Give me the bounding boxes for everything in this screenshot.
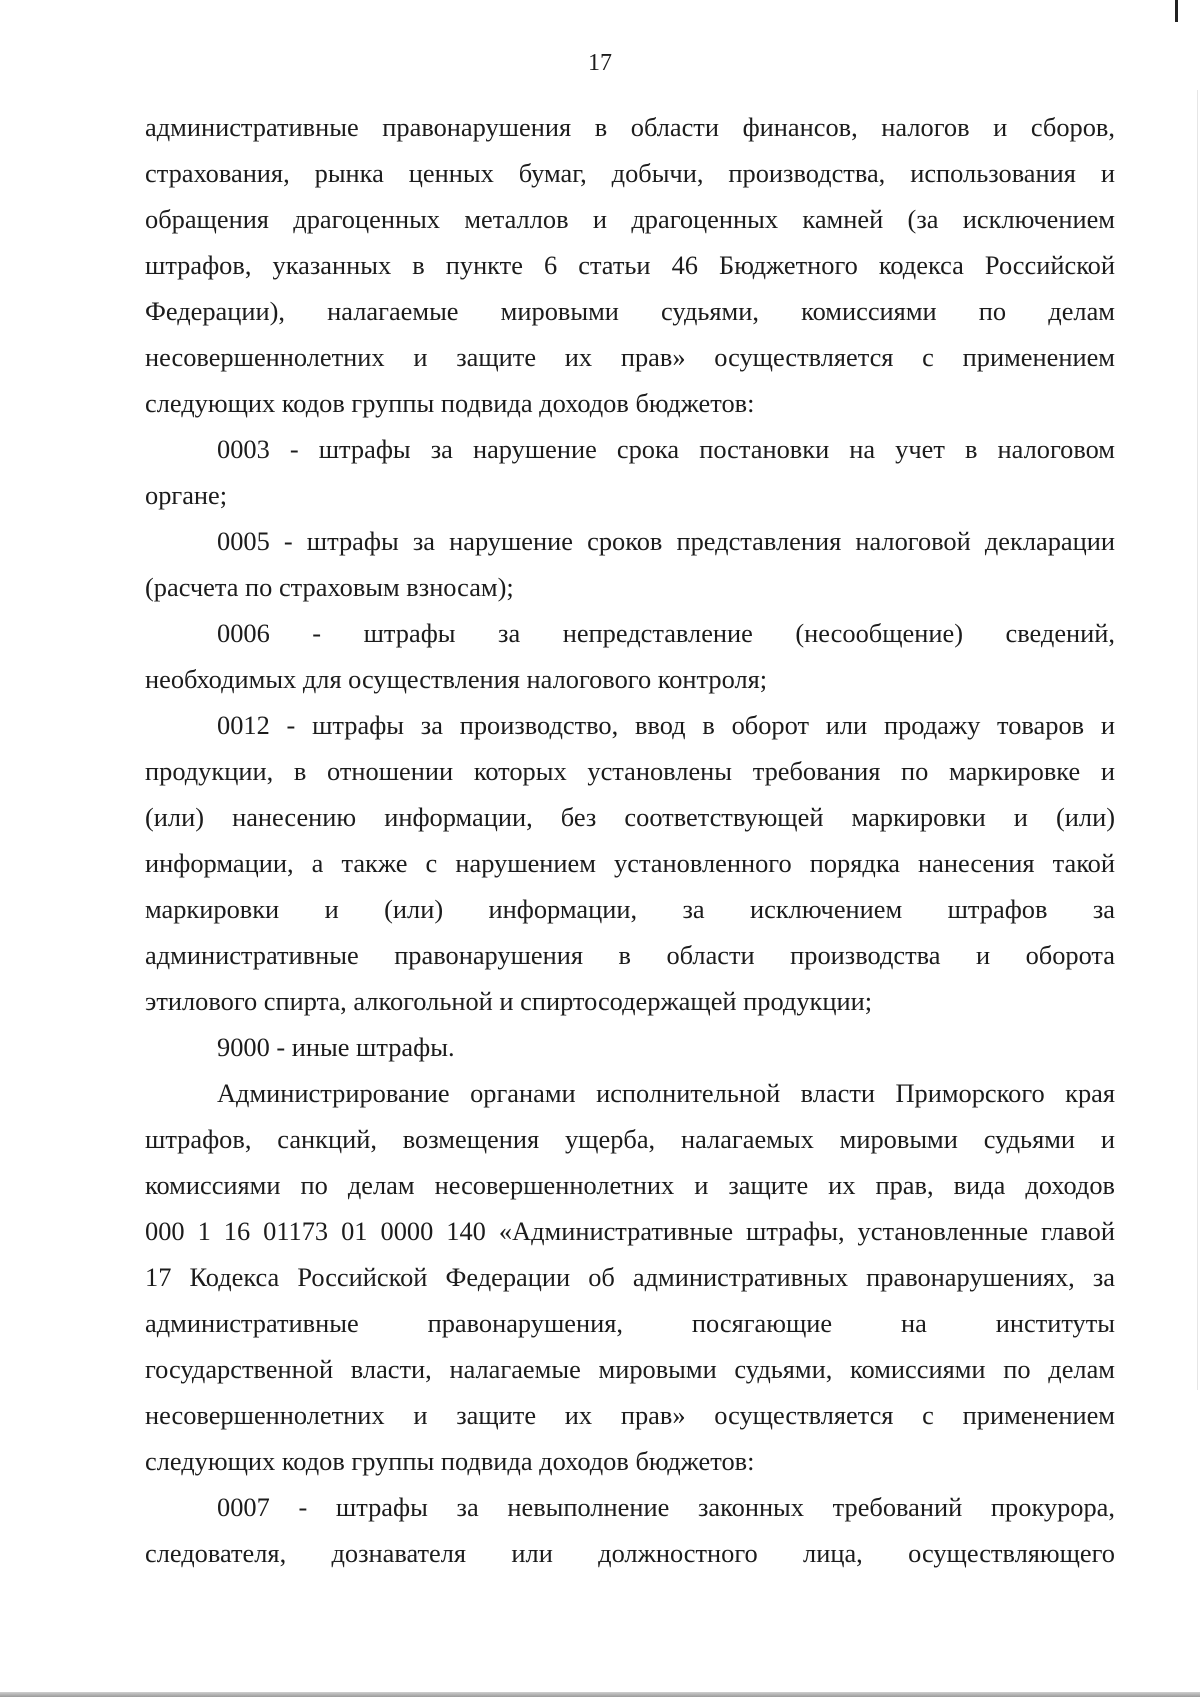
paragraph-code-0005 [145, 518, 1115, 564]
text-line: маркировки и (или) информации, за исключением штрафов за [145, 894, 1115, 924]
paragraph-code-0007 [145, 1484, 1115, 1530]
text-line: обращения драгоценных металлов и драгоценных камней (за исключением [145, 204, 1115, 234]
text-line: 000 1 16 01173 01 0000 140 «Административные штрафы, установленные главой [145, 1216, 1115, 1246]
paragraph-code-0006 [145, 610, 1115, 656]
paragraph-code-0003-end [145, 472, 1115, 518]
text-line: несовершеннолетних и защите их прав» осуществляется с применением [145, 342, 1115, 372]
paragraph-administration-end [145, 1438, 1115, 1484]
paragraph-code-9000 [145, 1024, 1115, 1070]
text-line: продукции, в отношении которых установлены требования по маркировке и [145, 756, 1115, 786]
text-line: несовершеннолетних и защите их прав» осуществляется с применением [145, 1400, 1115, 1430]
text-line: следующих кодов группы подвида доходов бюджетов: [145, 388, 755, 418]
text-line: административные правонарушения в области производства и оборота [145, 940, 1115, 970]
text-line: штрафов, указанных в пункте 6 статьи 46 Бюджетного кодекса Российской [145, 250, 1115, 280]
scan-edge-right [1197, 90, 1198, 1390]
text-line: государственной власти, налагаемые мировыми судьями, комиссиями по делам [145, 1354, 1115, 1384]
text-line: следователя, дознавателя или должностного лица, осуществляющего [145, 1538, 1115, 1568]
text-line: 0005 - штрафы за нарушение сроков представления налоговой декларации [217, 526, 1115, 556]
page-number: 17 [588, 50, 612, 76]
scan-edge-bottom [0, 1692, 1200, 1697]
text-line: административные правонарушения, посягающие на институты [145, 1308, 1115, 1338]
text-line: 0007 - штрафы за невыполнение законных требований прокурора, [217, 1492, 1115, 1522]
scan-mark [1175, 0, 1178, 22]
text-line: комиссиями по делам несовершеннолетних и защите их прав, вида доходов [145, 1170, 1115, 1200]
paragraph-code-0012-end [145, 978, 1115, 1024]
text-line: 0003 - штрафы за нарушение срока постановки на учет в налоговом [217, 434, 1115, 464]
text-line: следующих кодов группы подвида доходов бюджетов: [145, 1446, 755, 1476]
text-line: штрафов, санкций, возмещения ущерба, налагаемых мировыми судьями и [145, 1124, 1115, 1154]
paragraph-code-0006-end [145, 656, 1115, 702]
paragraph-administration [145, 1070, 1115, 1116]
text-line: необходимых для осуществления налогового контроля; [145, 664, 768, 694]
paragraph-code-0003 [145, 426, 1115, 472]
text-line: Федерации), налагаемые мировыми судьями, комиссиями по делам [145, 296, 1115, 326]
paragraph-continuation [145, 104, 1115, 380]
text-line: (или) нанесению информации, без соответствующей маркировки и (или) [145, 802, 1115, 832]
paragraph-administration-body [145, 1116, 1115, 1438]
text-line: 0012 - штрафы за производство, ввод в оборот или продажу товаров и [217, 710, 1115, 740]
paragraph-continuation-end [145, 380, 1115, 426]
text-line: страхования, рынка ценных бумаг, добычи, производства, использования и [145, 158, 1115, 188]
text-line: этилового спирта, алкогольной и спиртосодержащей продукции; [145, 986, 873, 1016]
paragraph-code-0007-body [145, 1530, 1115, 1576]
text-line: информации, а также с нарушением установленного порядка нанесения такой [145, 848, 1115, 878]
paragraph-code-0012 [145, 702, 1115, 748]
text-line: Администрирование органами исполнительной власти Приморского края [217, 1078, 1115, 1108]
text-line: 0006 - штрафы за непредставление (несообщение) сведений, [217, 618, 1115, 648]
text-line: (расчета по страховым взносам); [145, 572, 514, 602]
paragraph-code-0012-body [145, 748, 1115, 978]
text-line: административные правонарушения в области финансов, налогов и сборов, [145, 112, 1115, 142]
document-body [145, 104, 1115, 1576]
text-line: 9000 - иные штрафы. [217, 1032, 455, 1062]
paragraph-code-0005-end [145, 564, 1115, 610]
text-line: 17 Кодекса Российской Федерации об административных правонарушениях, за [145, 1262, 1115, 1292]
text-line: органе; [145, 480, 228, 510]
